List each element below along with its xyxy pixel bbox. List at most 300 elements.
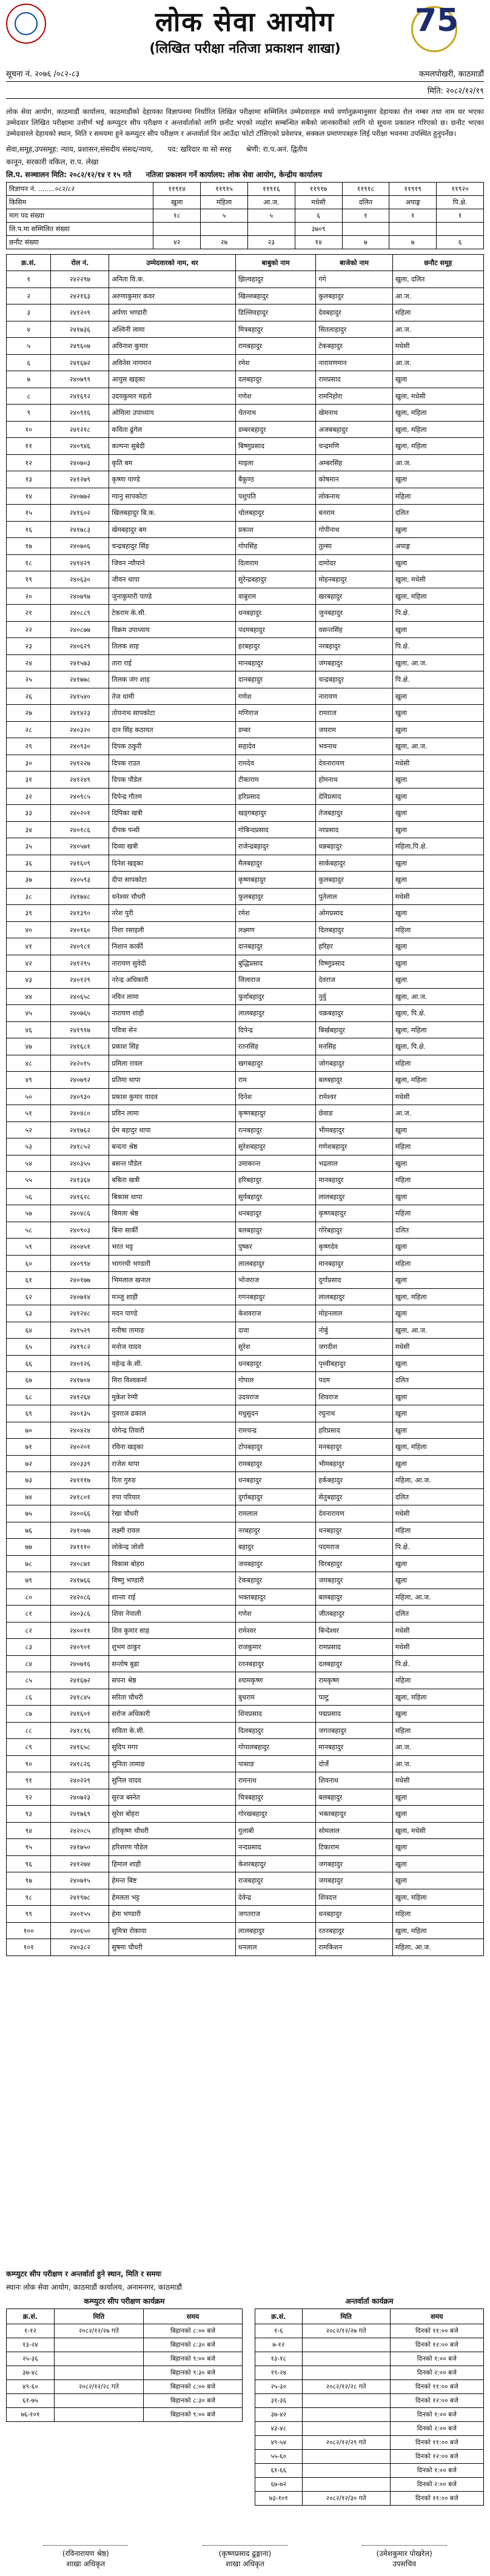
table-cell: शिवा नेपाली [109, 1606, 236, 1623]
table-cell: दिनेश [235, 1088, 315, 1105]
table-cell: अविनेस नागमान [109, 354, 236, 371]
table-cell: हेमलता भट्ट [109, 1889, 236, 1906]
table-row [7, 1539, 484, 1556]
table-row [7, 1706, 484, 1723]
table-cell: खुला [392, 972, 483, 989]
table-cell: नारायण सुवेदी [109, 955, 236, 972]
table-cell: ९४ [7, 1822, 51, 1839]
summary-col-label: ११९१८ [342, 183, 389, 196]
table-cell: ८५ [7, 1672, 51, 1689]
table-cell: रतनबहादुर [235, 1655, 315, 1672]
table-cell: दीपक पन्थी [109, 821, 236, 838]
table-cell: खुला [392, 1839, 483, 1856]
table-cell: धनबहादुर [316, 1522, 392, 1539]
schedule-cell: दिनको १२:०० बजे [390, 2450, 483, 2464]
schedule-row [255, 2464, 484, 2478]
table-row [7, 1639, 484, 1656]
table-cell: नारायण शाही [109, 1005, 236, 1022]
table-cell: मनबहादुर [316, 1439, 392, 1456]
summary-cell: दलित [342, 196, 389, 209]
table-cell: आ.ज. [392, 1105, 483, 1122]
table-cell: महिला,पि.क्षे. [392, 838, 483, 855]
table-cell: ७२ [7, 1455, 51, 1472]
table-cell: ९ [7, 405, 51, 422]
table-cell: शिवप्रसाद [235, 1706, 315, 1723]
table-row [7, 538, 484, 555]
table-cell: महिला, आ.ज. [392, 1472, 483, 1489]
table-cell: ८९ [7, 1739, 51, 1756]
table-row [7, 721, 484, 738]
table-cell: ५० [7, 1088, 51, 1105]
table-cell: जगदीश [316, 1339, 392, 1356]
table-row [7, 1872, 484, 1889]
table-cell: विक्रम उपाध्याय [109, 621, 236, 638]
table-cell: दलित [392, 505, 483, 522]
table-cell: खुला, आ.ज. [392, 1322, 483, 1339]
table-cell: पि.क्षे. [392, 605, 483, 622]
table-cell: २४००६६ [51, 1505, 109, 1522]
table-cell: सितलाहादुर [316, 321, 392, 338]
table-cell: अम्बरसिंह [316, 454, 392, 471]
table-cell: खुला, पि.क्षे. [392, 1005, 483, 1022]
table-cell: ३६ [7, 855, 51, 872]
table-row [7, 1772, 484, 1789]
table-cell: जगतबहादुर [316, 1722, 392, 1739]
table-cell: खुला, महिला [392, 1021, 483, 1038]
table-row [7, 972, 484, 989]
table-cell: २४१६७२ [51, 1672, 109, 1689]
signatory-name: (कृष्णप्रसाद ढुङ्गाना) [218, 2549, 272, 2558]
table-cell: ३ [7, 304, 51, 321]
schedule-cell: बिहानको ९:०० बजे [143, 2408, 242, 2422]
summary-col-label: ११९१९ [389, 183, 437, 196]
table-cell: १० [7, 421, 51, 438]
table-row [7, 488, 484, 505]
table-cell: टेकबहादुर [235, 1572, 315, 1589]
table-cell: जीतबहादुर [316, 1606, 392, 1623]
table-row [7, 1439, 484, 1456]
table-cell: दामोदर [316, 554, 392, 571]
table-cell: मणिराज [235, 705, 315, 722]
schedule-cell: २०८२/१२/२७ गते [54, 2324, 143, 2338]
schedule-cell: ४३-४८ [255, 2422, 303, 2436]
table-cell: सुरेश बोहरा [109, 1806, 236, 1823]
table-cell: ४० [7, 921, 51, 938]
table-cell: मानबहादुर [235, 654, 315, 671]
table-cell: खुला [392, 1872, 483, 1889]
table-cell: २४०७१५ [51, 1872, 109, 1889]
schedule-cell [302, 2408, 390, 2422]
table-cell: मानबहादुर [316, 1255, 392, 1272]
table-cell: बैकुण्ठ [235, 471, 315, 488]
table-cell: गोरखबहादुर [235, 1806, 315, 1823]
table-cell: २४१६०२ [51, 505, 109, 522]
table-cell: सुर्यबहादुर [235, 1188, 315, 1205]
divider [6, 81, 484, 82]
summary-cell: लि.प.मा सम्मिलित संख्या [7, 223, 153, 236]
table-cell: पल्टु [316, 1689, 392, 1706]
table-cell: ८२ [7, 1622, 51, 1639]
table-cell: अर्पणा भण्डारी [109, 304, 236, 321]
schedule-cell [302, 2422, 390, 2436]
table-cell: २४०९४६ [51, 438, 109, 455]
table-cell: खरबहादुर [316, 588, 392, 605]
schedule-header: मिति [54, 2309, 143, 2324]
table-cell: धनबहादुर [235, 1205, 315, 1222]
table-cell: २४ [7, 654, 51, 671]
table-cell: जिवन न्यौपाने [109, 554, 236, 571]
summary-cell: ५ [247, 209, 295, 223]
table-cell: २४१७४८ [51, 888, 109, 905]
interview-schedule [255, 2296, 484, 2506]
table-cell: २४१२६४ [51, 1388, 109, 1405]
table-cell: ८४ [7, 1655, 51, 1672]
schedule-cell: १९-२४ [255, 2366, 303, 2380]
table-cell: ४ [7, 321, 51, 338]
table-row [7, 1122, 484, 1138]
schedule-row [255, 2324, 484, 2338]
table-cell: खुला [392, 788, 483, 805]
table-cell: बबिता खत्री [109, 1172, 236, 1189]
table-cell: ६० [7, 1255, 51, 1272]
table-row [7, 1722, 484, 1739]
table-row [7, 321, 484, 338]
table-cell: पद्मप्रसाद [316, 1706, 392, 1723]
table-cell: महिला [392, 1906, 483, 1923]
table-cell: बलबहादुर [316, 1789, 392, 1806]
table-cell: देवेन्द्र [235, 1889, 315, 1906]
table-cell: आ.ज. [392, 454, 483, 471]
table-row [7, 1472, 484, 1489]
table-cell: रत्नबहादुर [235, 1122, 315, 1138]
schedule-cell: ६१-७५ [7, 2394, 55, 2408]
table-cell: मधेसी [392, 1772, 483, 1789]
table-cell: गणेश [235, 1606, 315, 1623]
table-cell: २४००११ [51, 1622, 109, 1639]
table-cell: प्रकाश कुमार यादव [109, 1088, 236, 1105]
schedule-row [255, 2380, 484, 2394]
table-cell: २४१४२३ [51, 705, 109, 722]
table-cell: २४१९१७ [51, 1021, 109, 1038]
table-cell: दिलाराम [235, 554, 315, 571]
table-cell: २४१६९२ [51, 388, 109, 405]
table-cell: रुपा परियार [109, 1488, 236, 1505]
table-cell: वाबुराम [235, 588, 315, 605]
schedule-cell: ७-१२ [255, 2338, 303, 2352]
schedule-cell: दिनको ११:०० बजे [390, 2436, 483, 2450]
table-cell: मित्रबहादुर [235, 321, 315, 338]
table-cell: ७४ [7, 1488, 51, 1505]
schedule-row [7, 2366, 243, 2380]
table-cell: १५ [7, 505, 51, 522]
table-cell: तुल्सा [316, 538, 392, 555]
table-cell: २४१९७८ [51, 1889, 109, 1906]
table-cell: धनेश्वर चौधरी [109, 888, 236, 905]
table-cell: खुला [392, 521, 483, 538]
signatory-role: उपसचिव [392, 2560, 417, 2568]
vacancy-summary-table [6, 182, 484, 249]
table-cell: शुभम ठाकुर [109, 1639, 236, 1656]
table-cell: ४८ [7, 1055, 51, 1072]
table-cell: प्रतिमा थापा [109, 1072, 236, 1089]
schedule-row [255, 2394, 484, 2408]
table-cell: २४१७७८ [51, 671, 109, 688]
table-cell: सार्कबहादुर [316, 855, 392, 872]
schedule-cell: दिनको १:०० बजे [390, 2408, 483, 2422]
table-cell: भिमलाल खनाल [109, 1272, 236, 1289]
table-row [7, 588, 484, 605]
summary-cell: पि.क्षे. [437, 196, 484, 209]
table-cell: हेमन्त बिष्ट [109, 1872, 236, 1889]
schedule-cell: बिहानको ८:३० बजे [143, 2338, 242, 2352]
schedule-cell: दिनको ११:०० बजे [390, 2380, 483, 2394]
table-cell: २४०९८१ [51, 938, 109, 955]
table-cell: विष्णु भण्डारी [109, 1572, 236, 1589]
table-row [7, 1188, 484, 1205]
table-cell: सुरज बस्नेत [109, 1789, 236, 1806]
schedule-cell: २०८२/१२/२८ गते [54, 2380, 143, 2394]
schedule-cell: दिनको २:०० बजे [390, 2422, 483, 2436]
table-cell: गोपालबहादुर [235, 1739, 315, 1756]
table-cell: १६ [7, 521, 51, 538]
table-cell: सुरेश [235, 1339, 315, 1356]
table-row [7, 1839, 484, 1856]
divider [6, 98, 484, 99]
table-row [7, 1272, 484, 1289]
table-cell: २४०२२९ [51, 1772, 109, 1789]
table-cell: हरबहादुर [235, 638, 315, 655]
table-cell: गंगे [316, 271, 392, 288]
table-row [7, 788, 484, 805]
summary-cell: ४२ [153, 236, 201, 249]
table-cell: दिपक राउत [109, 755, 236, 772]
table-cell: खुला, महिला [392, 421, 483, 438]
table-cell: जंगबहादुर [316, 654, 392, 671]
table-cell: तारा राई [109, 654, 236, 671]
table-cell: २४१७३६ [51, 321, 109, 338]
schedule-cell [54, 2366, 143, 2380]
table-cell: २४०७६५ [51, 1005, 109, 1022]
table-cell: महिला [392, 1138, 483, 1155]
table-cell: २४०१५५ [51, 1906, 109, 1923]
table-cell: चन्द्रबहादुर [316, 671, 392, 688]
summary-cell: ७ [342, 236, 389, 249]
table-row [7, 405, 484, 422]
table-cell: खुला [392, 1188, 483, 1205]
table-cell: ५९ [7, 1239, 51, 1256]
table-cell: २४१११७ [51, 1472, 109, 1489]
table-row [7, 271, 484, 288]
table-cell: रामलाल [235, 1505, 315, 1522]
table-cell: बिष्णुप्रसाद [235, 438, 315, 455]
table-cell: देवराज [316, 972, 392, 989]
table-row [7, 1422, 484, 1439]
table-cell: ८ [7, 388, 51, 405]
table-row [7, 1922, 484, 1939]
table-row [7, 1606, 484, 1623]
table-cell: १८ [7, 554, 51, 571]
table-row [7, 505, 484, 522]
table-cell: २४२०१५ [51, 1055, 109, 1072]
schedule-cell: २०८२/१२/२८ गते [302, 2380, 390, 2394]
table-row [7, 1789, 484, 1806]
table-cell: ९२ [7, 1789, 51, 1806]
table-cell: शिवराज [316, 1388, 392, 1405]
table-cell: दिनेश खड्का [109, 855, 236, 872]
table-cell: २४१८५२ [51, 1138, 109, 1155]
interview-caption: अन्तर्वार्ता कार्यक्रम [345, 2297, 394, 2305]
table-row [7, 438, 484, 455]
table-cell: १ [7, 271, 51, 288]
table-cell: १३ [7, 471, 51, 488]
schedule-row [7, 2394, 243, 2408]
table-cell: नविन लामा [109, 988, 236, 1005]
table-cell: सविता के.सी. [109, 1722, 236, 1739]
table-cell: डम्बरबहादुर [235, 421, 315, 438]
table-cell: गोरेबहादुर [316, 1222, 392, 1239]
post-name: पद: खरिदार वा सो सरह [167, 145, 232, 154]
table-cell: सुषमा चौधरी [109, 1939, 236, 1956]
column-header: बाबुको नाम [235, 255, 315, 271]
office-address: कमलपोखरी, काठमाडौं [418, 70, 484, 79]
table-cell: मनोज यादव [109, 1339, 236, 1356]
table-cell: बसन्त पौडेल [109, 1155, 236, 1172]
table-cell: गणेश [235, 688, 315, 705]
table-cell: ५१ [7, 1105, 51, 1122]
schedule-cell [54, 2408, 143, 2422]
table-cell: खुला [392, 371, 483, 388]
table-cell: खड्गबहादुर [235, 805, 315, 822]
table-row [7, 855, 484, 872]
table-cell: २० [7, 588, 51, 605]
table-cell: २४१६२८ [51, 1188, 109, 1205]
table-cell: रतनसिंह [235, 1038, 315, 1055]
table-cell: ९१ [7, 1772, 51, 1789]
table-cell: जगबहादुर [316, 1855, 392, 1872]
schedule-cell: ६७-७२ [255, 2478, 303, 2492]
table-cell: ६९ [7, 1405, 51, 1422]
table-cell: २४२०८५ [51, 1822, 109, 1839]
table-cell: महिला [392, 1172, 483, 1189]
table-cell: जयबहादुर [235, 1555, 315, 1572]
table-cell: प्रविन लामा [109, 1105, 236, 1122]
table-cell: टिकाराम [316, 1839, 392, 1856]
table-row [7, 805, 484, 822]
publishing-office: नतिजा प्रकाशन गर्ने कार्यालय: लोक सेवा आयोग, केन्द्रीय कार्यालय [146, 170, 323, 180]
table-cell: २४०१७७ [51, 1272, 109, 1289]
table-cell: चोलबहादुर [235, 505, 315, 522]
table-cell: फुलबहादुर [235, 888, 315, 905]
table-cell: लालबहादुर [235, 1255, 315, 1272]
table-cell: २४२१६३ [51, 288, 109, 304]
table-cell: नोर्बु [316, 1322, 392, 1339]
table-cell: २४२२९७ [51, 271, 109, 288]
table-cell: कविता ढुंगेल [109, 421, 236, 438]
table-cell: जुनबहादुर [316, 605, 392, 622]
table-row [7, 755, 484, 772]
table-cell: रामकृष्ण [316, 1672, 392, 1689]
table-cell: २४१५२९ [51, 1322, 109, 1339]
table-cell: मधेसी [392, 1339, 483, 1356]
table-cell: ३३ [7, 805, 51, 822]
summary-cell: १ [437, 209, 484, 223]
table-cell: कृष्णबहादुर [235, 1105, 315, 1122]
table-cell: ३२ [7, 788, 51, 805]
table-cell: दिपक पौडेल [109, 772, 236, 789]
table-cell: २४०७१६ [51, 1655, 109, 1672]
table-cell: प्रकाश [235, 521, 315, 538]
table-cell: ७८ [7, 1555, 51, 1572]
table-cell: आ.ज. [392, 321, 483, 338]
table-cell: लोकनाथ [316, 488, 392, 505]
table-cell: जुनाकुमारी पाण्डे [109, 588, 236, 605]
table-row [7, 1522, 484, 1539]
table-cell: अनिता वि.क. [109, 271, 236, 288]
table-cell: खुला, आ.ज. [392, 654, 483, 671]
table-cell: खिलबहादुर बि.क. [109, 505, 236, 522]
table-cell: खुला [392, 1405, 483, 1422]
summary-cell: २३ [247, 236, 295, 249]
table-cell: उदयराज [235, 1388, 315, 1405]
table-cell: हर्कबहादुर [316, 1472, 392, 1489]
table-row [7, 1172, 484, 1189]
table-cell: गगनबहादुर [235, 1288, 315, 1305]
schedule-cell: दिनको २:०० बजे [390, 2366, 483, 2380]
signature-block [203, 2545, 287, 2569]
table-cell: महिला [392, 921, 483, 938]
notice-date: मिति: २०८२/१२/१९ [427, 87, 484, 96]
summary-cell: १ [342, 209, 389, 223]
table-cell: मोहनबहादुर [316, 571, 392, 588]
table-row [7, 605, 484, 622]
table-cell: अजबबहादुर [316, 421, 392, 438]
table-cell: ७९ [7, 1572, 51, 1589]
table-cell: खुला [392, 1555, 483, 1572]
schedule-row [255, 2436, 484, 2450]
table-cell: अपाङ्ग [392, 538, 483, 555]
table-cell: भक्तबहादुर [316, 1806, 392, 1823]
table-cell: बिन्देश्वर [316, 1622, 392, 1639]
anniversary-logo-icon: 75 [393, 2, 484, 50]
schedule-row [7, 2408, 243, 2422]
table-cell: केशरबहादुर [235, 1855, 315, 1872]
table-cell: बलबहादुर [316, 1072, 392, 1089]
table-cell: दानबहादुर [235, 938, 315, 955]
column-header: क्र.सं. [7, 255, 51, 271]
table-cell: रामकिशन [316, 1939, 392, 1956]
table-cell: दिपिका खत्री [109, 805, 236, 822]
table-cell: खुला, महिला [392, 438, 483, 455]
table-cell: रतनबहादुर [316, 1922, 392, 1939]
table-cell: ४३ [7, 972, 51, 989]
table-cell: रामेश्वर [316, 1088, 392, 1105]
summary-cell: ६ [437, 236, 484, 249]
table-cell: २४१२१८ [51, 421, 109, 438]
schedule-row [7, 2380, 243, 2394]
table-cell: भद्रलाल [316, 1155, 392, 1172]
table-row [7, 1488, 484, 1505]
service-group: सेवा,समूह,उपसमूह: न्याय, प्रशासन,संसदीय संसद/न्याय, [6, 145, 153, 154]
table-cell: जयबहादुर [316, 1872, 392, 1889]
table-cell: शिवनाथ [316, 1772, 392, 1789]
table-cell: ७ [7, 371, 51, 388]
table-cell: खुला [392, 1239, 483, 1256]
table-row [7, 821, 484, 838]
table-row [7, 921, 484, 938]
schedule-cell: ४९-५४ [255, 2436, 303, 2450]
table-cell: ९० [7, 1755, 51, 1772]
table-row [7, 1655, 484, 1672]
